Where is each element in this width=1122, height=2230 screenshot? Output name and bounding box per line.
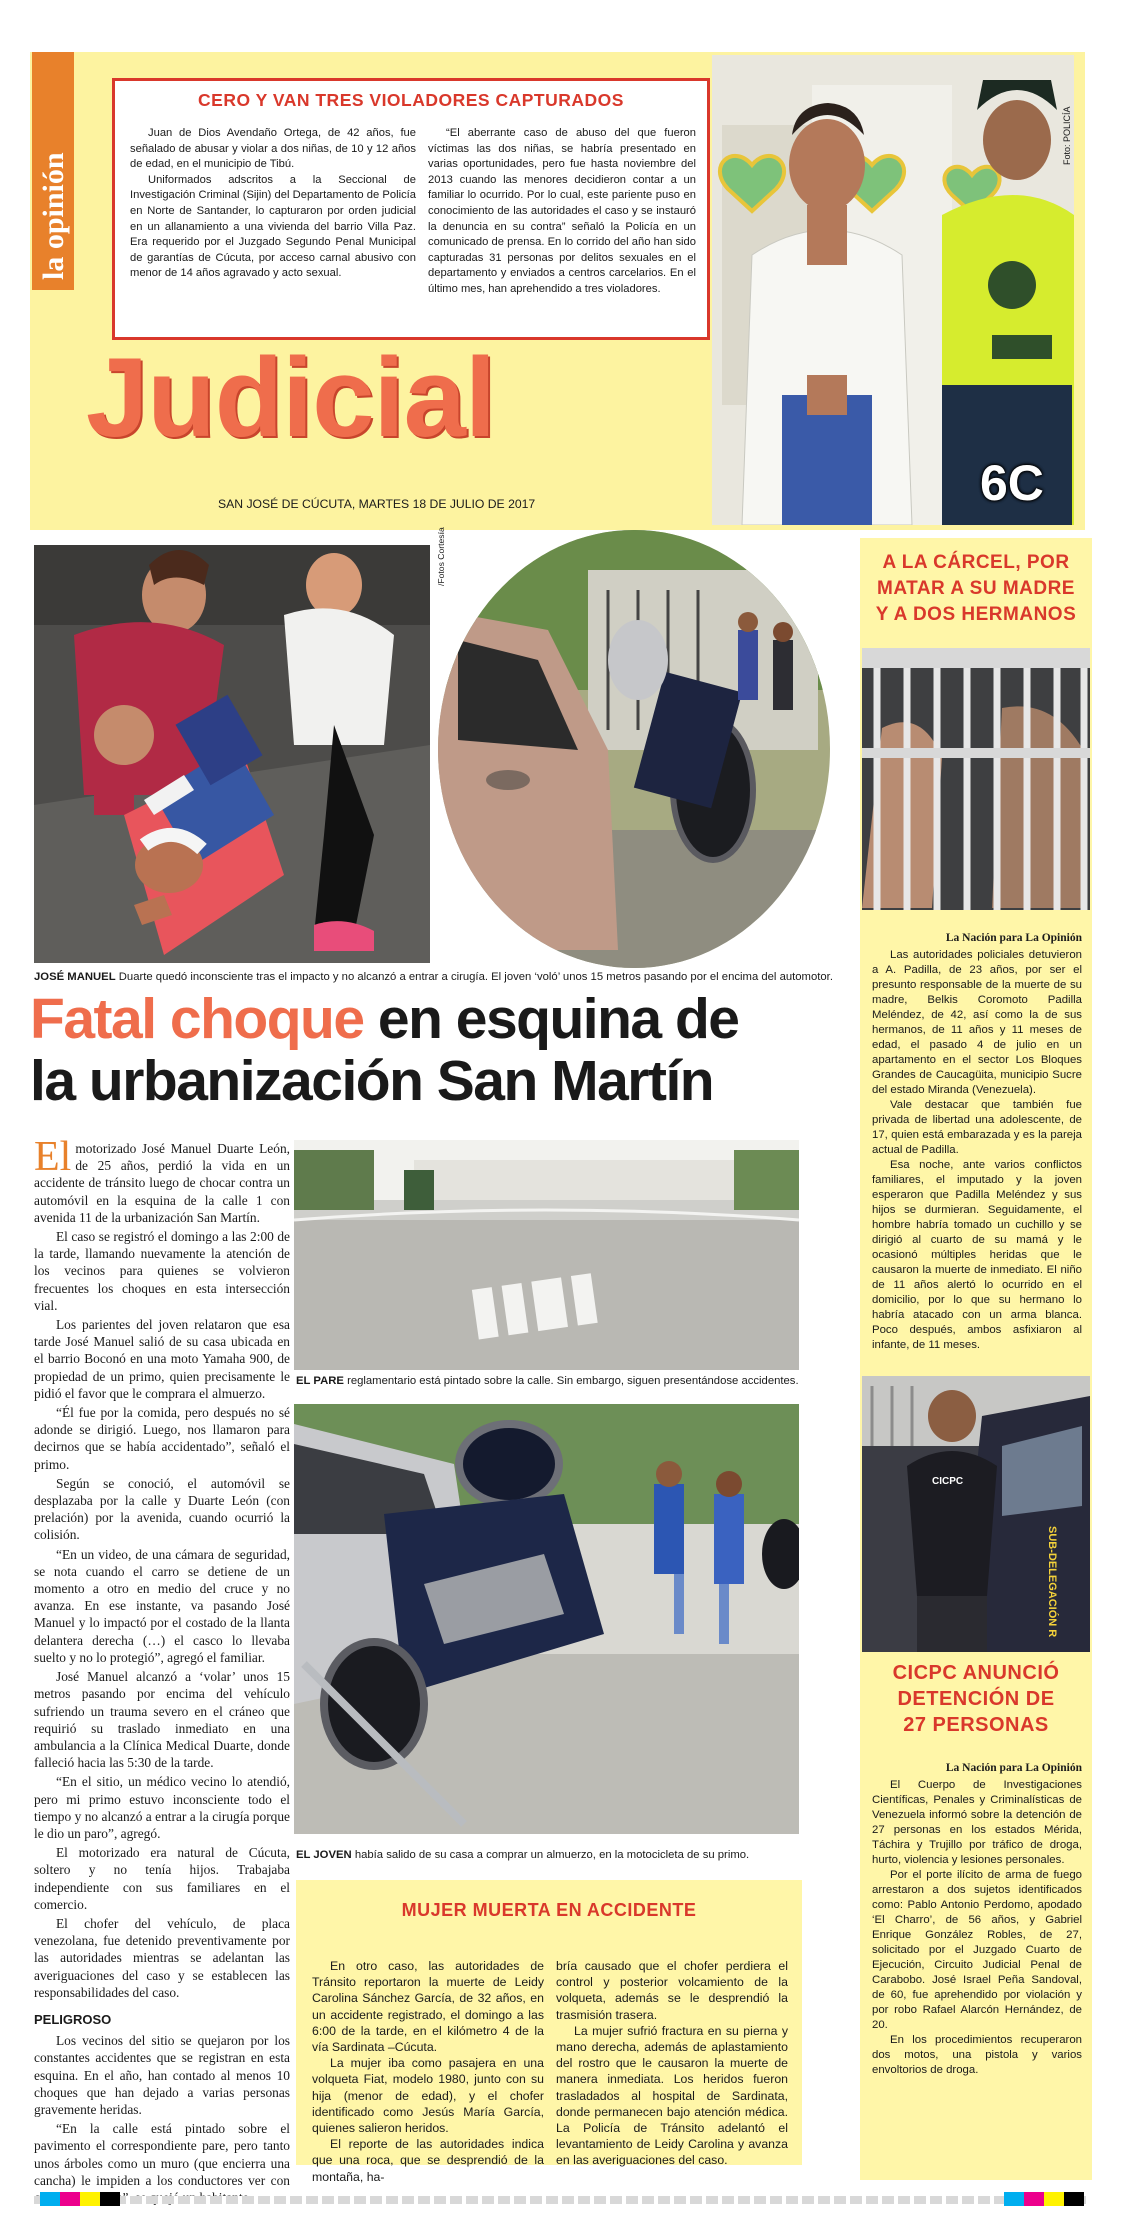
suspect-photo-credit: Foto: POLICÍA [1062,106,1072,165]
paragraph: El Cuerpo de Investigaciones Científicas, Penales y Criminalísticas de Venezuela informó sobre la detención de 27 personas en los estados Mérida, Táchira y Trujillo por tráfico de droga, hurto, violencia y lesiones personales. [872,1779,1082,1866]
paragraph: La mujer sufrió fractura en su pierna y mano derecha, además de aplastamiento del rostro que le causaron la muerte de manera inmediata. Los heridos fueron trasladados al hospital de Sardinata, donde permanecen bajo atención médica. La Policía de Tránsito adelantó el levantamiento de Leidy Carolina y avanza en las averiguaciones del caso. [556,2023,788,2168]
carcel-title-line: Y A DOS HERMANOS [875,604,1077,625]
paragraph: Esa noche, ante varios conflictos familiares, el imputado y la joven esperaron que Padilla Meléndez y sus hijos se durmieran. Seguidamente, el hombre habría tomado un cuchillo y se dirigió al cuarto de su mamá y le ocasionó múltiples heridas que le causaron la muerte de inmediato. El niño de 11 años alertó lo ocurrido en el domicilio, por lo que su hermano lo habría atacado con un arma blanca. Poco después, ambos asfixiaron al infante, de 11 meses. [872,1159,1082,1351]
paragraph: “En la calle está pintado sobre el pavimento el correspondiente pare, pero tanto unos árboles como un muro (que encierra una cancha) le impiden a los conductores ver con [34,2121,290,2188]
paragraph: Las autoridades policiales detuvieron a A. Padilla, de 23 años, por ser el presunto responsable de la muerte de su madre, Belkis Coromoto Padilla Meléndez, de 42, así como la de sus hermanos, de 11 años y 11 meses de edad, el pasado 4 de julio en un apartamento en el sector Los Bloques Grandes de Caucagüita, municipio Sucre del estado Miranda (Venezuela). [872,949,1082,1096]
paragraph: bría causado que el chofer perdiera el control y posterior volcamiento de la volqueta, además se le desprendió la trasmisión trasera. [556,1959,788,2022]
subhead: PELIGROSO [34,2011,112,2027]
cicpc-body [872,1762,1082,2078]
paragraph: En los procedimientos recuperaron dos motos, una pistola y varios envoltorios de droga. [872,2034,1082,2076]
print-swatch-left [40,2192,120,2206]
mujer-col2 [556,1958,788,2169]
prison-bars-photo [862,648,1090,910]
headline-red: Fatal choque [30,987,364,1051]
caption-text: Duarte quedó inconsciente tras el impacto y no alcanzó a entrar a cirugía. El joven ‘voló’ unos 15 metros pasando por el encima del automotor. [118,971,833,983]
page-number: 6C [980,455,1044,511]
paragraph: Los parientes del joven relataron que esa tarde José Manuel salió de su casa ubicada en el barrio Boconó en una moto Yamaha 900, de propiedad de un primo, quien precisamente le pidió el favor que le comprara el almuerzo. [34,1317,290,1401]
cicpc-title-line: 27 PERSONAS [903,1714,1049,1736]
caption-text: reglamentario está pintado sobre la calle. Sin embargo, siguen presentándose accidentes. [347,1375,799,1387]
violadores-col2 [428,126,696,298]
paragraph: El reporte de las autoridades indica que una roca, que se desprendió de la montaña, ha- [312,2137,544,2184]
paragraph: Según se conoció, el automóvil se desplazaba por la calle y Duarte León (con prelación) por la avenida, cuando ocurrió la colisión. [34,1475,290,1543]
paragraph: Los vecinos del sitio se quejaron por los constantes accidentes que se registran en esta esquina. En el año, han contado al menos 10 choques que han dejado a varias personas gravemente heridas. [34,2033,290,2117]
mujer-col1 [312,1958,544,2185]
cicpc-byline: La Nación para La Opinión [945,1762,1082,1774]
paragraph: “El aberrante caso de abuso del que fueron víctimas las dos niñas, se habría presentado en varias oportunidades, pero fue hasta noviembre del 2013 cuando las menores decidieron contar a un familiar lo ocurrido. Por lo cual, este pariente puso en conocimiento de las autoridades el caso y se instauró la denuncia en su contra” señaló la Policía en un comunicado de prensa. En lo corrido del año han sido capturadas 31 personas por delitos sexuales en el departamento y enviados a centros carcelarios. En el último mes, han aprehendido a tres violadores. [428,127,696,295]
cicpc-title [862,1660,1090,1738]
paragraph: El chofer del vehículo, de placa venezolana, fue detenido preventivamente por las autoridades mientras se adelantan las averiguaciones del caso y se establecen las responsabilidades del caso. [34,1915,290,2000]
victim-photo [34,545,430,963]
carcel-text [872,948,1082,1353]
section-title: Judicial [86,335,496,460]
mujer-title: MUJER MUERTA EN ACCIDENTE [401,1900,697,1920]
print-swatch-right [1004,2192,1084,2206]
cicpc-title-line: CICPC ANUNCIÓ [892,1662,1060,1684]
headline [30,988,840,1112]
pare-caption [296,1374,801,1388]
paragraph: Por el porte ilícito de arma de fuego arrestaron a dos sujetos identificados como: Pablo Antonio Perdomo, apodado ‘El Charro’, de 56 años, y Gabriel Enrique González Robles, de 27, solicitado por el Juzgado Cuarto de Ejecución, Circuito Judicial Penal de Carabobo. José Israel Peña Sandoval, de 60, fue aprehendido por violación y por robo Rafael Alarcón Hernández, de 20. [872,1869,1082,2031]
caption-lead: EL PARE [296,1375,344,1387]
dropcap: El [34,1134,72,1180]
cicpc-title-line: DETENCIÓN DE [897,1688,1055,1710]
headline-line2: la urbanización San Martín [30,1049,714,1113]
motorcycle-wreck-photo [294,1404,799,1834]
paragraph: Juan de Dios Avendaño Ortega, de 42 años, fue señalado de abusar y violar a dos niñas, de 10 y 12 años de edad, en el municipio de Tibú. [130,127,416,171]
paragraph: Vale destacar que también fue privada de libertad una adolescente, de 17, quien está embarazada y es la pareja actual de Padilla. [872,1099,1082,1156]
headline-part: en esquina de [377,987,739,1051]
carcel-body [872,932,1082,1353]
paragraph: Uniformados adscritos a la Seccional de Investigación Criminal (Sijin) del Departamento de Policía en Norte de Santander, lo capturaron por orden judicial en un allanamiento a una vivienda del barrio Villa Paz. Era requerido por el Juzgado Segundo Penal Municipal de garantías de Cúcuta, por acceso carnal abusivo con menor de 14 años agravado y acto sexual. [130,173,416,280]
violadores-col1 [130,126,416,282]
crash-circle-photo [438,530,830,968]
caption-lead: EL JOVEN [296,1849,352,1861]
paragraph: “Él fue por la comida, pero después no sé adonde se dirigió. Luego, nos llamaron para decirnos que se había accidentado”, señaló el primo. [34,1405,290,1472]
paragraph: El caso se registró el domingo a las 2:00 de la tarde, llamando nuevamente la atención de los vecinos para quienes se volvieron frecuentes los choques en esta intersección vial. [34,1229,290,1313]
violadores-title: CERO Y VAN TRES VIOLADORES CAPTURADOS [198,90,624,110]
van-label: SUB-DELEGACIÓN R [1046,1526,1058,1638]
carcel-byline: La Nación para La Opinión [945,932,1082,944]
paragraph: “En un video, de una cámara de seguridad, se nota cuando el carro se detiene de un momento a otro en medio del cruce y no avanza. En ese instante, va pasando José Manuel y lo impactó por el costado de la llanta delantera derecha (…) el casco lo llevaba suelto y no lo protegió”, agregó el familiar. [34,1546,290,1665]
vest-label: CICPC [932,1476,964,1487]
carcel-title-line: MATAR A SU MADRE [877,578,1075,599]
paragraph: José Manuel alcanzó a ‘volar’ unos 15 metros pasando por encima del vehículo sufriendo un trauma severo en el cráneo que requirió su traslado inmediato en una ambulancia a la Clínica Medical Duarte, donde falleció hacia las 5:30 de la tarde. [34,1669,290,1771]
dateline: SAN JOSÉ DE CÚCUTA, MARTES 18 DE JULIO DE 2017 [218,497,536,511]
paragraph: La mujer iba como pasajera en una volqueta Fiat, modelo 1980, junto con su hija (menor de edad), y el chofer identificado como Jesús María García, quienes salieron heridos. [312,2056,544,2136]
caption-text: había salido de su casa a comprar un almuerzo, en la motocicleta de su primo. [354,1849,750,1861]
story-body [34,1134,290,2208]
pare-street-photo [294,1140,799,1370]
photos-credit: /Fotos Cortesía [436,527,446,586]
paragraph: “En el sitio, un médico vecino lo atendió, pero mi primo estuvo inconsciente todo el tiempo y no alcanzó a entrar a la cirugía porque le dio un paro”, agregó. [34,1774,290,1841]
first-paragraph-text: motorizado José Manuel Duarte León, de 25 años, perdió la vida en un accidente de tránsito luego de chocar contra un automóvil en la esquina de la calle 1 con avenida 11 de la urbanización San Martín. [34,1141,290,1225]
joven-caption [296,1848,801,1862]
carcel-title [862,550,1090,628]
paragraph: El motorizado era natural de Cúcuta, soltero y no tenía hijos. Trabajaba independiente con sus familiares en el comercio. [34,1845,290,1912]
paragraph: En otro caso, las autoridades de Tránsito reportaron la muerte de Leidy Carolina Sánchez García, de 32 años, en un accidente registrado, el domingo a las 6:00 de la tarde, en el kilómetro 4 de la vía Sardinata –Cúcuta. [312,1959,544,2055]
cicpc-text [872,1778,1082,2078]
carcel-title-line: A LA CÁRCEL, POR [882,552,1070,573]
caption-lead: JOSÉ MANUEL [34,971,116,983]
brand-logo: la opinión [37,152,70,280]
cicpc-photo [862,1376,1090,1652]
print-color-bar [34,2196,1090,2204]
first-paragraph [34,1134,290,1226]
